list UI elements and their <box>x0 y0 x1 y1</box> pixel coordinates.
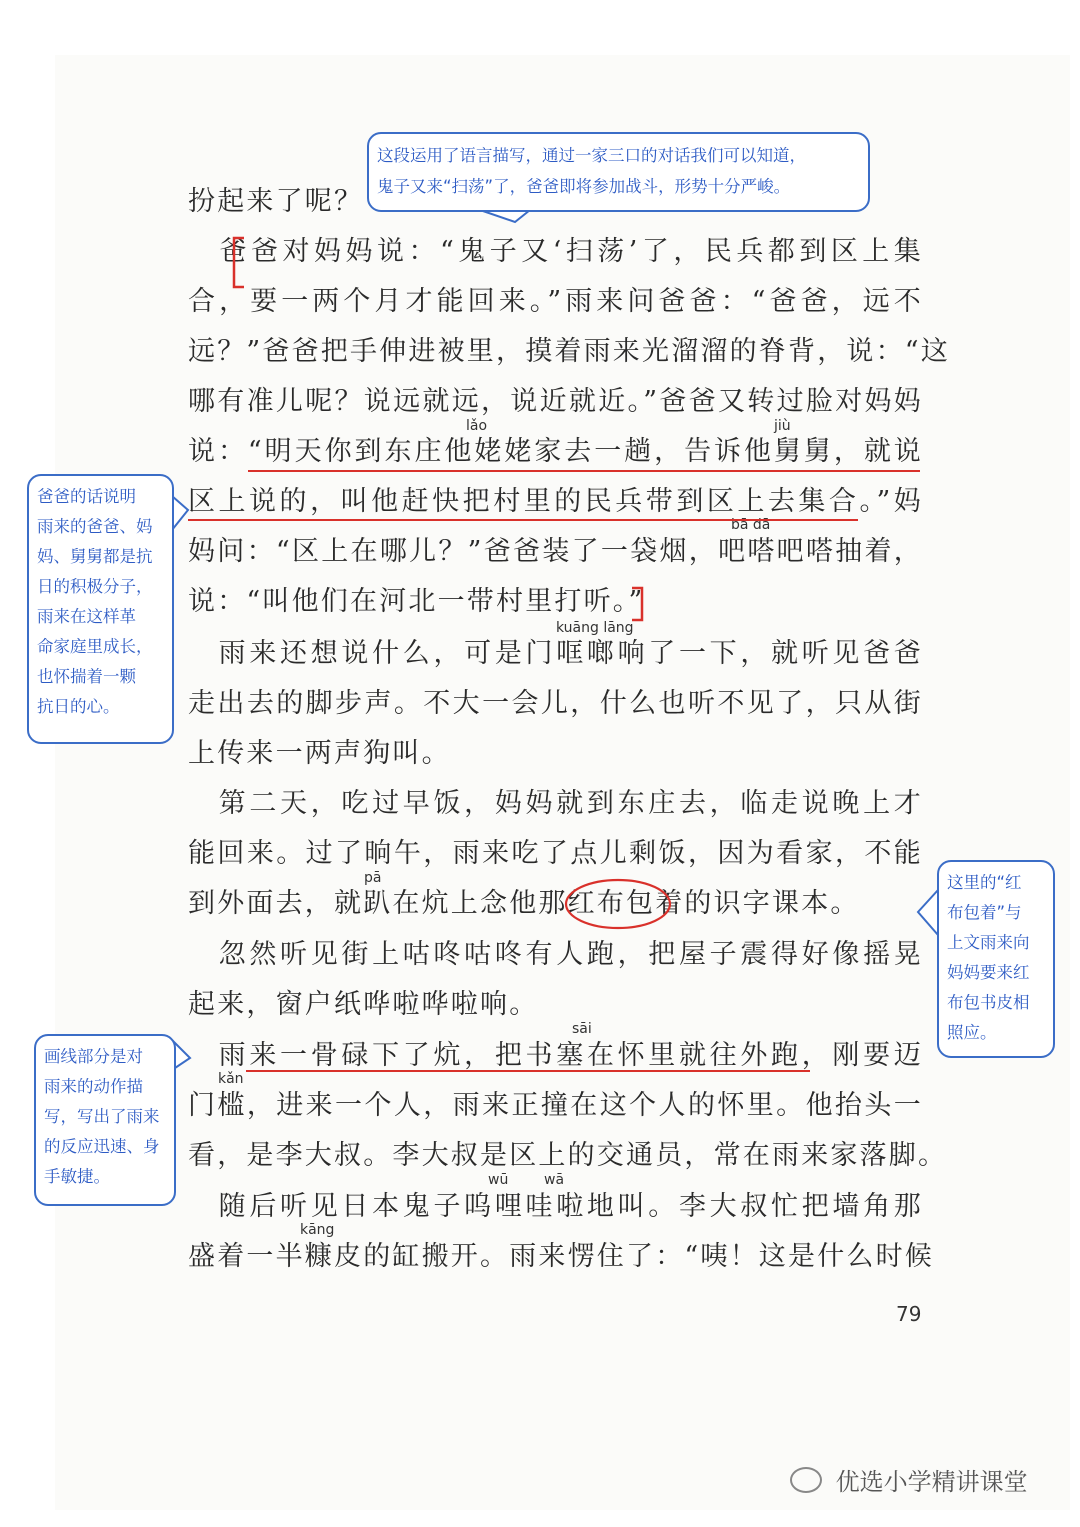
text-line: 远？”爸爸把手伸进被里，摸着雨来光溜溜的脊背，说：“这 <box>188 336 951 367</box>
pinyin-kan: kǎn <box>218 1071 244 1087</box>
pinyin-bada: bā dā <box>731 517 771 533</box>
text-line: 第二天，吃过早饭，妈妈就到东庄去，临走说晚上才 <box>188 788 923 819</box>
text-line: 走出去的脚步声。不大一会儿，什么也听不见了，只从街 <box>188 688 923 719</box>
text-line: 哪有准儿呢？说远就远，说近就近。”爸爸又转过脸对妈妈 <box>188 386 923 417</box>
pinyin-kang: kāng <box>300 1222 335 1238</box>
text-line: 看，是李大叔。李大叔是区上的交通员，常在雨来家落脚。 <box>188 1140 948 1171</box>
text-line: 起来，窗户纸哗啦哗啦响。 <box>188 989 539 1020</box>
wechat-icon <box>790 1467 822 1493</box>
pinyin-wu: wū <box>488 1172 509 1188</box>
page-number: 79 <box>896 1302 922 1326</box>
note-family: 爸爸的话说明 雨来的爸爸、妈 妈、舅舅都是抗 日的积极分子， 雨来在这样革 命家庭里成长， 也怀揣着一颗 抗日的心。 <box>27 474 174 744</box>
note-dialogue: 这段运用了语言描写，通过一家三口的对话我们可以知道， 鬼子又来“扫荡”了，爸爸即将参加战斗，形势十分严峻。 <box>367 132 870 212</box>
text-line: 说：“叫他们在河北一带村里打听。” <box>188 586 645 617</box>
pinyin-wa: wā <box>544 1172 565 1188</box>
note-action: 画线部分是对 雨来的动作描 写，写出了雨来 的反应迅速、身 手敏捷。 <box>34 1034 176 1206</box>
text-line: 忽然听见街上咕咚咕咚有人跑，把屋子震得好像摇晃 <box>188 939 923 970</box>
note-red-cloth: 这里的“红 布包着”与 上文雨来向 妈妈要来红 布包书皮相 照应。 <box>937 860 1055 1058</box>
pinyin-jiu: jiù <box>774 418 791 434</box>
text-line: 雨来一骨碌下了炕，把书塞在怀里就往外跑，刚要迈 <box>188 1040 923 1071</box>
text-line: 合，要一两个月才能回来。”雨来问爸爸：“爸爸，远不 <box>188 286 923 317</box>
watermark-text: 优选小学精讲课堂 <box>835 1468 1028 1496</box>
text-line: 上传来一两声狗叫。 <box>188 738 451 769</box>
text-line: 到外面去，就趴在炕上念他那红布包着的识字课本。 <box>188 888 860 919</box>
text-line: 盛着一半糠皮的缸搬开。雨来愣住了：“咦！这是什么时候 <box>188 1241 935 1272</box>
text-line: 说：“明天你到东庄他姥姥家去一趟，告诉他舅舅，就说 <box>188 436 923 467</box>
text-line: 爸爸对妈妈说：“鬼子又‘扫荡’了，民兵都到区上集 <box>188 236 923 267</box>
pinyin-lao: lǎo <box>466 418 488 434</box>
pinyin-sai: sāi <box>572 1021 592 1037</box>
text-line: 区上说的，叫他赶快把村里的民兵带到区上去集合。”妈 <box>188 486 923 517</box>
text-line: 门槛，进来一个人，雨来正撞在这个人的怀里。他抬头一 <box>188 1090 923 1121</box>
text-line: 随后听见日本鬼子呜哩哇啦地叫。李大叔忙把墙角那 <box>188 1191 923 1222</box>
pinyin-pa: pā <box>364 870 382 886</box>
text-line: 雨来还想说什么，可是门哐啷响了一下，就听见爸爸 <box>188 638 923 669</box>
watermark <box>790 1462 1028 1497</box>
text-line: 能回来。过了晌午，雨来吃了点儿剩饭，因为看家，不能 <box>188 838 923 869</box>
text-line: 扮起来了呢？ <box>188 186 364 217</box>
pinyin-kuanglang: kuāng lāng <box>556 620 634 636</box>
text-line: 妈问：“区上在哪儿？”爸爸装了一袋烟，吧嗒吧嗒抽着， <box>188 536 923 567</box>
